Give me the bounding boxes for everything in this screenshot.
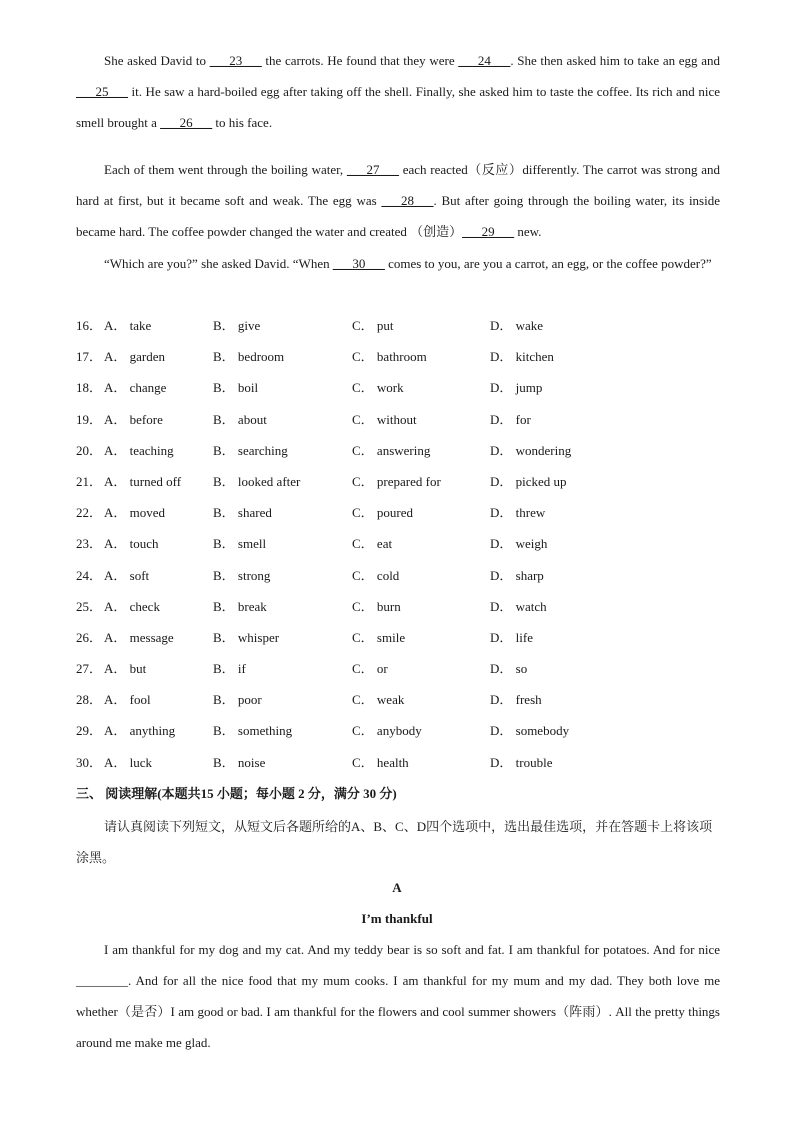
question-number: 27． bbox=[76, 661, 103, 677]
option-b: B． if bbox=[213, 661, 246, 677]
option-a: A． teaching bbox=[104, 442, 174, 458]
section-heading: 三、 阅读理解(本题共15 小题；每小题 2 分，满分 30 分) bbox=[76, 786, 397, 801]
question-row bbox=[76, 372, 716, 403]
option-c: C． poured bbox=[352, 505, 414, 521]
paragraph-1 bbox=[76, 45, 720, 138]
option-c: C． without bbox=[352, 411, 417, 427]
option-d: D． sharp bbox=[490, 567, 544, 583]
option-c: C． cold bbox=[352, 567, 400, 583]
option-a: A． change bbox=[104, 380, 167, 396]
option-d: D． wake bbox=[490, 318, 544, 333]
option-b: B． strong bbox=[213, 567, 271, 583]
option-d: D． so bbox=[490, 661, 528, 677]
section-instruction: 请认真阅读下列短文，从短文后各题所给的A、B、C、D四个选项中，选出最佳选项，并在答题卡上将该项涂黑。 bbox=[76, 819, 713, 865]
text: She asked David to bbox=[104, 53, 210, 68]
text: . She then asked him to take an egg and bbox=[510, 53, 720, 68]
text: “Which are you?” she asked David. “When bbox=[104, 256, 333, 271]
option-a: A． but bbox=[104, 661, 147, 677]
question-number: 23． bbox=[76, 536, 103, 552]
blank-23: ___23___ bbox=[209, 53, 262, 68]
option-c: C． or bbox=[352, 661, 388, 677]
option-b: B． whisper bbox=[213, 629, 280, 645]
question-number: 28． bbox=[76, 692, 103, 708]
option-c: C． prepared for bbox=[352, 473, 441, 489]
option-c: C． answering bbox=[352, 442, 431, 458]
paragraph-2 bbox=[76, 154, 720, 247]
question-number: 29． bbox=[76, 723, 103, 739]
option-b: B． searching bbox=[213, 442, 288, 458]
question-number: 19． bbox=[76, 411, 103, 427]
question-number: 24． bbox=[76, 567, 103, 583]
option-b: B． something bbox=[213, 723, 293, 739]
option-d: D． fresh bbox=[490, 692, 542, 708]
option-b: B． smell bbox=[213, 536, 267, 552]
option-b: B． looked after bbox=[213, 473, 301, 489]
option-d: D． life bbox=[490, 629, 533, 645]
question-row bbox=[76, 497, 716, 528]
question-row bbox=[76, 591, 716, 622]
option-a: A． anything bbox=[104, 723, 176, 739]
question-row bbox=[76, 653, 716, 684]
option-a: A． before bbox=[104, 411, 163, 427]
option-d: D． for bbox=[490, 411, 531, 427]
question-row bbox=[76, 435, 716, 466]
passage-title: I’m thankful bbox=[361, 911, 433, 926]
option-d: D． watch bbox=[490, 598, 547, 614]
reading-passage-body bbox=[76, 934, 720, 1058]
text: it. He saw a hard-boiled egg after taking off the shell. Finally, she asked him to taste the coffee. Its rich and nice smell brought a bbox=[76, 84, 720, 130]
option-d: D． weigh bbox=[490, 536, 548, 552]
option-b: B． shared bbox=[213, 505, 272, 521]
option-b: B． about bbox=[213, 411, 267, 427]
question-number: 30． bbox=[76, 754, 103, 770]
text: . And for all the nice food that my mum cooks. I am thankful for my mum and my dad. They both love me whether（是否）I am good or bad. I am thankful for the flowers and cool summer showers（阵雨）. All the pretty things around me make me glad. bbox=[76, 973, 720, 1050]
question-row bbox=[76, 404, 716, 435]
option-a: A． touch bbox=[104, 536, 159, 552]
question-row bbox=[76, 528, 716, 559]
question-row bbox=[76, 466, 716, 497]
question-number: 21． bbox=[76, 473, 103, 489]
text: the carrots. He found that they were bbox=[261, 53, 459, 68]
blank-28: ___28___ bbox=[381, 193, 434, 208]
option-d: D． picked up bbox=[490, 473, 567, 489]
option-b: B． bedroom bbox=[213, 349, 285, 365]
option-d: D． trouble bbox=[490, 754, 553, 770]
option-c: C． burn bbox=[352, 598, 401, 614]
blank-line: ________ bbox=[76, 973, 128, 988]
option-c: C． work bbox=[352, 380, 404, 396]
blank-25: ___25___ bbox=[76, 84, 128, 99]
option-c: C． bathroom bbox=[352, 349, 427, 365]
option-c: C． weak bbox=[352, 692, 405, 708]
question-number: 17． bbox=[76, 349, 103, 365]
question-row bbox=[76, 684, 716, 715]
text: Each of them went through the boiling water, bbox=[104, 162, 347, 177]
passage-letter: A bbox=[392, 880, 402, 895]
question-number: 22． bbox=[76, 505, 103, 521]
option-d: D． threw bbox=[490, 505, 546, 521]
option-b: B． give bbox=[213, 318, 261, 333]
option-a: A． check bbox=[104, 598, 160, 614]
option-c: C． smile bbox=[352, 629, 406, 645]
text: new. bbox=[514, 224, 542, 239]
option-b: B． boil bbox=[213, 380, 259, 396]
text: I am thankful for my dog and my cat. And my teddy bear is so soft and fat. I am thankful for potatoes. And for nice bbox=[104, 942, 720, 957]
blank-29: ___29___ bbox=[462, 224, 515, 239]
option-b: B． poor bbox=[213, 692, 262, 708]
question-row bbox=[76, 622, 716, 653]
question-number: 26． bbox=[76, 629, 103, 645]
text: each reacted（反应）differently. The carrot was strong and hard at first, but it became soft and weak. The egg was bbox=[76, 162, 720, 208]
text: to his face. bbox=[212, 115, 273, 130]
blank-26: ___26___ bbox=[160, 115, 213, 130]
option-a: A． luck bbox=[104, 754, 153, 770]
option-c: C． put bbox=[352, 318, 394, 333]
paragraph-3 bbox=[76, 248, 720, 279]
question-row bbox=[76, 310, 716, 341]
option-a: A． turned off bbox=[104, 473, 182, 489]
option-a: A． garden bbox=[104, 349, 166, 365]
option-c: C． eat bbox=[352, 536, 393, 552]
option-a: A． message bbox=[104, 629, 174, 645]
question-options-list bbox=[76, 310, 716, 778]
option-b: B． break bbox=[213, 598, 267, 614]
blank-27: ___27___ bbox=[346, 162, 399, 177]
option-d: D． wondering bbox=[490, 442, 572, 458]
option-a: A． moved bbox=[104, 505, 166, 521]
question-row bbox=[76, 560, 716, 591]
blank-30: ___30___ bbox=[332, 256, 385, 271]
question-number: 25． bbox=[76, 598, 103, 614]
option-a: A． fool bbox=[104, 692, 151, 708]
option-c: C． anybody bbox=[352, 723, 422, 739]
text: . But after going through the boiling water, its inside became hard. The coffee powder changed the water and created （创造） bbox=[76, 193, 720, 239]
question-row bbox=[76, 715, 716, 746]
option-c: C． health bbox=[352, 754, 409, 770]
question-row bbox=[76, 747, 716, 778]
option-d: D． kitchen bbox=[490, 349, 554, 365]
option-d: D． jump bbox=[490, 380, 543, 396]
option-a: A． soft bbox=[104, 567, 150, 583]
option-b: B． noise bbox=[213, 754, 266, 770]
text: comes to you, are you a carrot, an egg, or the coffee powder?” bbox=[384, 256, 712, 271]
option-d: D． somebody bbox=[490, 723, 570, 739]
question-number: 18． bbox=[76, 380, 103, 396]
question-number: 20． bbox=[76, 442, 103, 458]
question-number: 16． bbox=[76, 318, 103, 333]
question-row bbox=[76, 341, 716, 372]
blank-24: ___24___ bbox=[458, 53, 511, 68]
option-a: A． take bbox=[104, 318, 152, 333]
